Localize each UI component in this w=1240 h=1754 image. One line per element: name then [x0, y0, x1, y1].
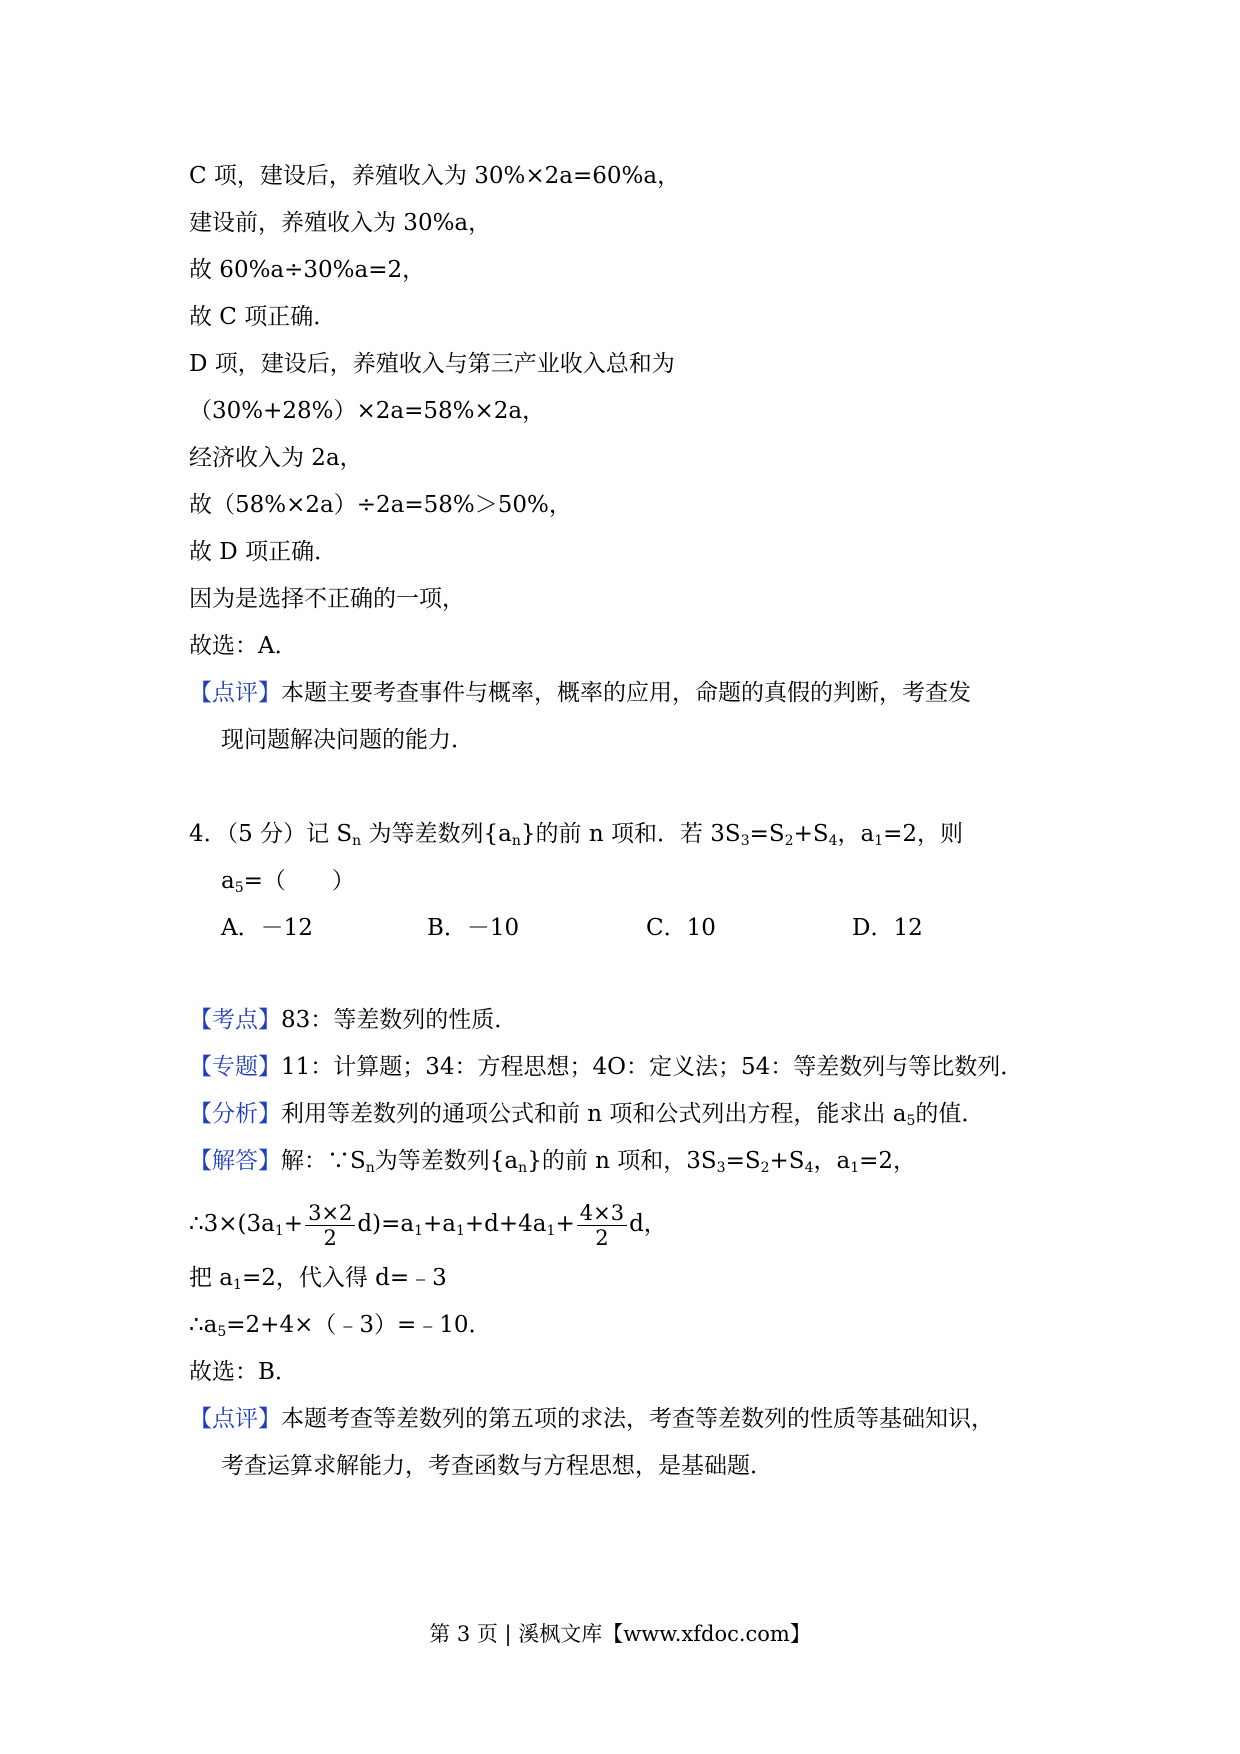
review-2	[189, 1404, 994, 1434]
formula-part: d)=a	[357, 1211, 415, 1237]
substitution	[189, 1263, 447, 1293]
text-line: C 项，建设后，养殖收入为 30%×2a=60%a，	[189, 163, 681, 189]
text: =2，代入得 d=﹣3	[241, 1265, 447, 1291]
subscript: n	[518, 1160, 528, 1176]
zhuanti-tag: 【专题】	[189, 1054, 281, 1080]
subscript: 1	[233, 1277, 242, 1293]
review-2-cont: 考查运算求解能力，考查函数与方程思想，是基础题．	[221, 1453, 773, 1479]
review-tag: 【点评】	[189, 1406, 281, 1432]
text: ∴a	[189, 1312, 218, 1338]
subscript: n	[511, 833, 521, 849]
answer: 故选：B．	[189, 1359, 298, 1385]
text-line: （30%+28%）×2a=58%×2a，	[189, 398, 546, 424]
review-1	[189, 678, 971, 708]
subscript: 5	[234, 880, 244, 896]
formula-part: d，	[629, 1211, 667, 1237]
formula-part: +a	[423, 1211, 456, 1237]
zhuanti	[189, 1052, 1023, 1082]
question-text: ，a	[837, 821, 875, 847]
choice-a: A．－12	[221, 915, 313, 941]
subscript: 5	[217, 1324, 227, 1340]
formula-part: +	[555, 1211, 575, 1237]
question-4-cont	[221, 866, 355, 896]
kaodian-text: 83：等差数列的性质．	[281, 1007, 518, 1033]
review-text: 本题主要考查事件与概率，概率的应用，命题的真假的判断，考查发	[281, 680, 971, 706]
text-line: 故（58%×2a）÷2a=58%＞50%，	[189, 492, 572, 518]
fraction-denominator: 2	[595, 1225, 609, 1250]
text: =2+4×（﹣3）=﹣10．	[226, 1312, 492, 1338]
subscript: n	[352, 833, 362, 849]
fraction	[577, 1201, 627, 1250]
text-line: 故选：A．	[189, 633, 298, 659]
text: 把 a	[189, 1265, 234, 1291]
fenxi-text: 利用等差数列的通项公式和前 n 项和公式列出方程，能求出 a	[281, 1101, 907, 1127]
page-footer: 第 3 页 | 溪枫文库【www.xfdoc.com】	[429, 1622, 811, 1646]
subscript: 4	[828, 833, 838, 849]
question-text: 为等差数列{a	[361, 821, 512, 847]
question-text: }的前 n 项和．若 3S	[520, 821, 741, 847]
jieda-text: +S	[769, 1148, 805, 1174]
choice-d: D．12	[852, 915, 923, 941]
question-score: （5 分）	[226, 821, 307, 847]
subscript: 2	[784, 833, 794, 849]
jieda-text: ，a	[813, 1148, 851, 1174]
review-tag: 【点评】	[189, 680, 281, 706]
text-line: 故 C 项正确．	[189, 304, 337, 330]
question-4	[189, 819, 963, 849]
subscript: 1	[414, 1223, 423, 1239]
subscript: 1	[274, 1223, 284, 1239]
subscript: 1	[546, 1223, 556, 1239]
text-line: 故 60%a÷30%a=2，	[189, 257, 426, 283]
formula-part: ∴3×(3a	[189, 1211, 275, 1237]
text-line: 因为是选择不正确的一项，	[189, 586, 465, 612]
choice-c: C．10	[646, 915, 716, 941]
jieda-text: 为等差数列{a	[374, 1148, 519, 1174]
question-text: 记 S	[306, 821, 353, 847]
fraction	[305, 1201, 355, 1250]
text-line: 故 D 项正确．	[189, 539, 338, 565]
question-text: =（ ）	[243, 868, 355, 894]
subscript: n	[365, 1160, 375, 1176]
text-line: 经济收入为 2a，	[189, 445, 363, 471]
result	[189, 1310, 492, 1340]
review-text: 本题考查等差数列的第五项的求法，考查等差数列的性质等基础知识，	[281, 1406, 994, 1432]
fraction-denominator: 2	[323, 1225, 337, 1250]
jieda-text: }的前 n 项和，3S	[527, 1148, 717, 1174]
fenxi-tag: 【分析】	[189, 1101, 281, 1127]
subscript: 4	[804, 1160, 814, 1176]
jieda-text: 解：∵S	[281, 1148, 366, 1174]
question-text: =S	[749, 821, 785, 847]
subscript: 3	[740, 833, 750, 849]
fenxi	[189, 1099, 984, 1129]
subscript: 3	[716, 1160, 726, 1176]
kaodian	[189, 1005, 517, 1035]
subscript: 1	[874, 833, 884, 849]
choice-b: B．－10	[427, 915, 520, 941]
choices	[221, 913, 1021, 943]
jieda	[189, 1146, 916, 1176]
question-number: 4．	[189, 821, 227, 847]
jieda-text: =2，	[859, 1148, 917, 1174]
subscript: 1	[455, 1223, 465, 1239]
fenxi-text: 的值．	[915, 1101, 985, 1127]
kaodian-tag: 【考点】	[189, 1007, 281, 1033]
text-line: D 项，建设后，养殖收入与第三产业收入总和为	[189, 351, 675, 377]
question-text: =2，则	[883, 821, 964, 847]
review-1-cont: 现问题解决问题的能力．	[221, 727, 474, 753]
text-line: 建设前，养殖收入为 30%a，	[189, 210, 492, 236]
subscript: 5	[906, 1113, 916, 1129]
formula	[189, 1192, 667, 1256]
jieda-tag: 【解答】	[189, 1148, 281, 1174]
subscript: 2	[760, 1160, 770, 1176]
formula-part: +d+4a	[464, 1211, 547, 1237]
subscript: 1	[850, 1160, 860, 1176]
zhuanti-text: 11：计算题；34：方程思想；4O：定义法；54：等差数列与等比数列．	[281, 1054, 1024, 1080]
formula-part: +	[283, 1211, 304, 1237]
fraction-numerator: 3×2	[305, 1201, 355, 1226]
fraction-numerator: 4×3	[577, 1201, 627, 1226]
question-text: a	[221, 868, 235, 894]
jieda-text: =S	[725, 1148, 761, 1174]
question-text: +S	[793, 821, 829, 847]
